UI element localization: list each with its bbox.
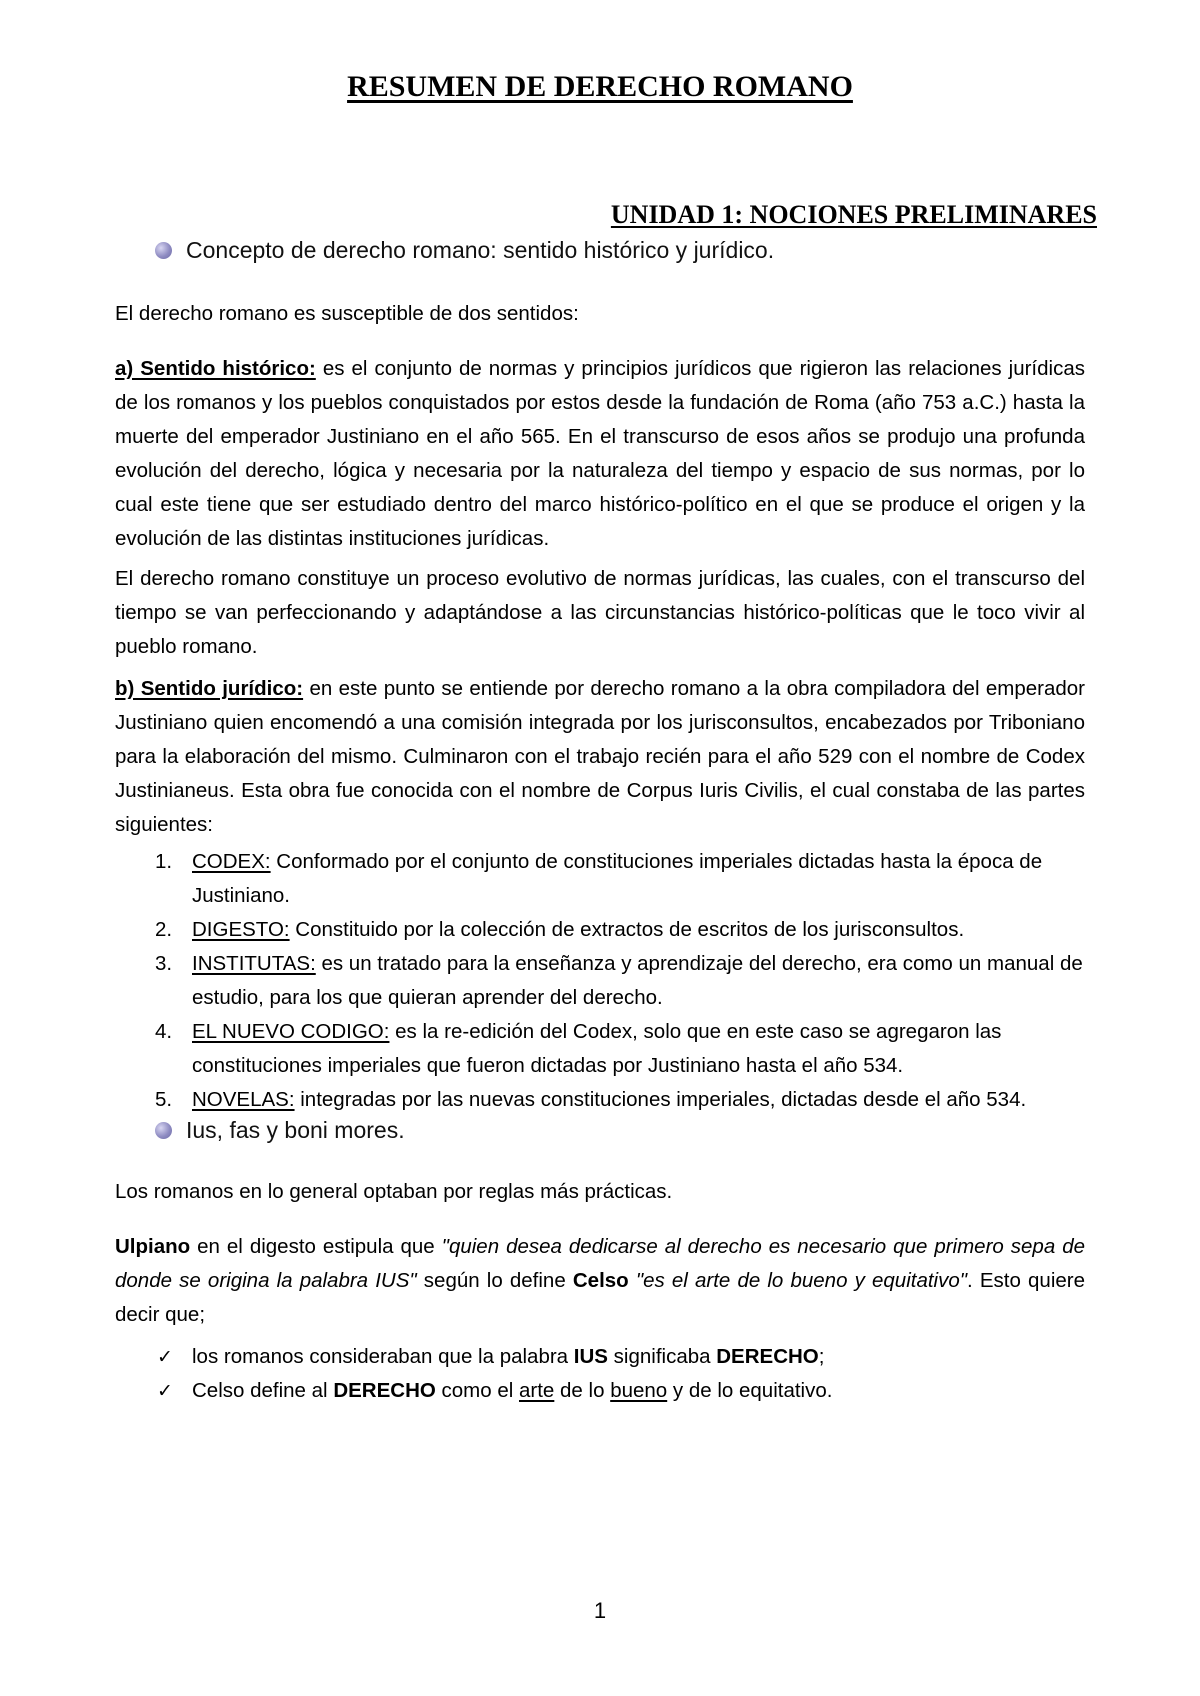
paragraph-ulpiano: Ulpiano en el digesto estipula que "quien desea dedicarse al derecho es necesario que primero sepa de donde se origina la palabra IUS" según lo define Celso "es el arte de lo bueno y equitativo". Esto quiere decir que; — [115, 1235, 1086, 1326]
section-heading-concepto — [155, 237, 774, 264]
part-label: DIGESTO: — [192, 918, 290, 941]
intro-paragraph: El derecho romano es susceptible de dos sentidos: — [115, 302, 579, 325]
part-label: NOVELAS: — [192, 1088, 295, 1111]
paragraph-reglas-practicas: Los romanos en lo general optaban por reglas más prácticas. — [115, 1180, 673, 1203]
part-label: EL NUEVO CODIGO: — [192, 1020, 390, 1043]
label-sentido-juridico: b) Sentido jurídico: — [115, 677, 304, 700]
part-label: INSTITUTAS: — [192, 952, 316, 975]
list-item: ✓ Celso define al DERECHO como el arte de lo bueno y de lo equitativo. — [115, 1374, 1085, 1408]
bullet-icon — [155, 242, 172, 259]
page-number: 1 — [593, 1598, 607, 1623]
checkmark-icon: ✓ — [157, 1346, 173, 1368]
section-heading-text: Ius, fas y boni mores. — [186, 1117, 405, 1143]
corpus-parts-list — [115, 845, 1085, 1117]
celso-quote: "es el arte de lo bueno y equitativo" — [628, 1269, 968, 1292]
paragraph-proceso-evolutivo: El derecho romano constituye un proceso evolutivo de normas jurídicas, las cuales, con el transcurso del tiempo se van perfeccionando y adaptándose a las circunstancias histórico-políticas que le toco vivir al pueblo romano. — [115, 567, 1085, 658]
list-item: 3. INSTITUTAS: es un tratado para la enseñanza y aprendizaje del derecho, era como un manual de estudio, para los que quieran aprender del derecho. — [155, 952, 1083, 1009]
list-item: 5. NOVELAS: integradas por las nuevas constituciones imperiales, dictadas desde el año 534. — [155, 1088, 1027, 1111]
list-item: 2. DIGESTO: Constituido por la colección de extractos de escritos de los jurisconsultos. — [155, 918, 965, 941]
paragraph-sentido-historico — [115, 352, 1085, 556]
bullet-icon — [155, 1122, 172, 1139]
checkmark-icon: ✓ — [157, 1380, 173, 1402]
text-sentido-historico: es el conjunto de normas y principios jurídicos que rigieron las relaciones jurídicas de los romanos y los pueblos conquistados por estos desde la fundación de Roma (año 753 a.C.) hasta la muerte del emperador Justiniano en el año 565. En el transcurso de esos años se produjo una profunda evolución del derecho, lógica y necesaria por la naturaleza del tiempo y espacio de sus normas, por lo cual este tiene que ser estudiado dentro del marco histórico-político en el que se produce el origen y la evolución de las distintas instituciones jurídicas. — [115, 357, 1085, 550]
label-sentido-historico: a) Sentido histórico: — [115, 357, 316, 380]
document-title: RESUMEN DE DERECHO ROMANO — [347, 70, 853, 103]
ulpiano-quote: "quien desea dedicarse al derecho es necesario que primero sepa de donde se origina la palabra IUS" — [115, 1235, 1085, 1292]
unit-heading: UNIDAD 1: NOCIONES PRELIMINARES — [610, 200, 1097, 229]
conclusions-list — [115, 1340, 1085, 1408]
paragraph-sentido-juridico — [115, 672, 1085, 842]
list-item: 4. EL NUEVO CODIGO: es la re-edición del Codex, solo que en este caso se agregaron las constituciones imperiales que fueron dictadas por Justiniano hasta el año 534. — [155, 1020, 1002, 1077]
section-heading-text: Concepto de derecho romano: sentido histórico y jurídico. — [186, 237, 775, 263]
part-label: CODEX: — [192, 850, 271, 873]
list-item: ✓ los romanos consideraban que la palabra IUS significaba DERECHO; — [115, 1340, 1085, 1374]
text-sentido-juridico: en este punto se entiende por derecho romano a la obra compiladora del emperador Justiniano quien encomendó a una comisión integrada por los jurisconsultos, encabezados por Triboniano para la elaboración del mismo. Culminaron con el trabajo recién para el año 529 con el nombre de Codex Justinianeus. Esta obra fue conocida con el nombre de Corpus Iuris Civilis, el cual constaba de las partes siguientes: — [115, 677, 1085, 836]
list-item: 1. CODEX: Conformado por el conjunto de constituciones imperiales dictadas hasta la época de Justiniano. — [155, 850, 1043, 907]
section-heading-ius-fas — [155, 1117, 405, 1144]
